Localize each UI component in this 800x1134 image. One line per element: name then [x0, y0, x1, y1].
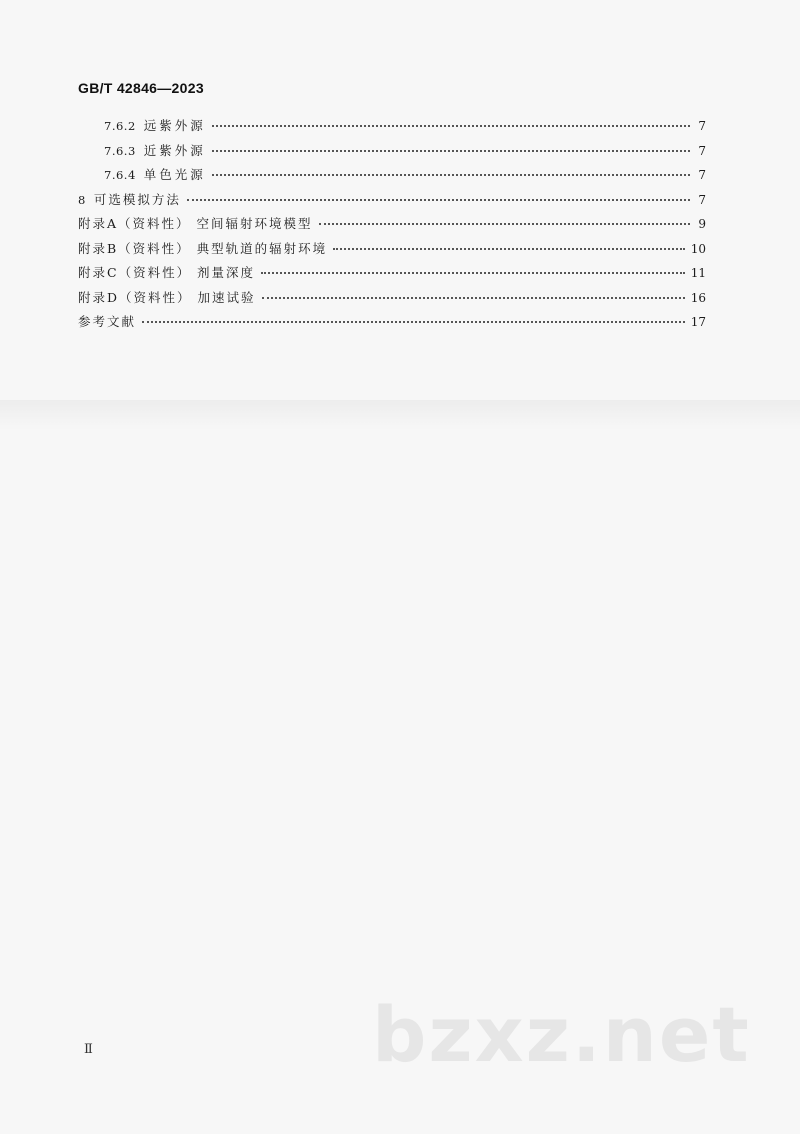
- toc-leader-dots: [333, 248, 685, 250]
- toc-leader-dots: [261, 272, 685, 274]
- footer-page-number: Ⅱ: [84, 1042, 93, 1057]
- toc-entry-page: 7: [698, 143, 706, 158]
- toc-entry-number: 7.6.4: [104, 168, 136, 182]
- toc-entry[interactable]: [78, 239, 706, 264]
- toc-entry-number: 7.6.3: [104, 143, 136, 158]
- toc-entry-title: 附录C（资料性） 剂量深度: [78, 265, 256, 280]
- toc-entry-number: 8: [78, 192, 86, 207]
- toc-entry[interactable]: [78, 263, 706, 288]
- toc-entry-title: 近紫外源: [143, 142, 206, 158]
- toc-entry-page: 7: [698, 168, 706, 182]
- table-of-contents: [78, 116, 706, 337]
- toc-entry-page: 16: [690, 290, 706, 305]
- toc-entry-page: 17: [690, 315, 706, 329]
- toc-entry[interactable]: [78, 165, 706, 190]
- toc-entry-page: 10: [690, 241, 706, 256]
- toc-entry[interactable]: [78, 141, 706, 166]
- toc-leader-dots: [187, 199, 690, 201]
- watermark: bzxz.net: [372, 990, 751, 1079]
- toc-entry[interactable]: [78, 214, 706, 239]
- document-code: GB/T 42846—2023: [78, 80, 204, 96]
- toc-leader-dots: [212, 174, 690, 176]
- toc-entry-page: 9: [698, 217, 706, 231]
- toc-leader-dots: [319, 223, 690, 225]
- toc-entry-number: 7.6.2: [104, 119, 136, 133]
- toc-entry-title: 远紫外源: [143, 118, 206, 133]
- toc-leader-dots: [262, 297, 685, 299]
- toc-entry-title: 附录D（资料性） 加速试验: [78, 289, 256, 305]
- toc-entry[interactable]: [78, 312, 706, 337]
- page-shade: [0, 400, 800, 430]
- toc-entry-page: 11: [690, 266, 706, 280]
- toc-entry-page: 7: [698, 119, 706, 133]
- toc-entry-title: 附录B（资料性） 典型轨道的辐射环境: [78, 240, 328, 256]
- toc-entry-title: 单色光源: [143, 167, 206, 182]
- toc-entry-title: 参考文献: [78, 314, 137, 329]
- toc-entry-title: 附录A（资料性） 空间辐射环境模型: [78, 216, 313, 231]
- toc-entry[interactable]: [78, 288, 706, 313]
- toc-entry[interactable]: [78, 116, 706, 141]
- toc-entry-title: 可选模拟方法: [93, 191, 181, 207]
- toc-leader-dots: [142, 321, 685, 323]
- toc-entry[interactable]: [78, 190, 706, 215]
- toc-leader-dots: [212, 125, 690, 127]
- toc-leader-dots: [212, 150, 690, 152]
- toc-entry-page: 7: [698, 192, 706, 207]
